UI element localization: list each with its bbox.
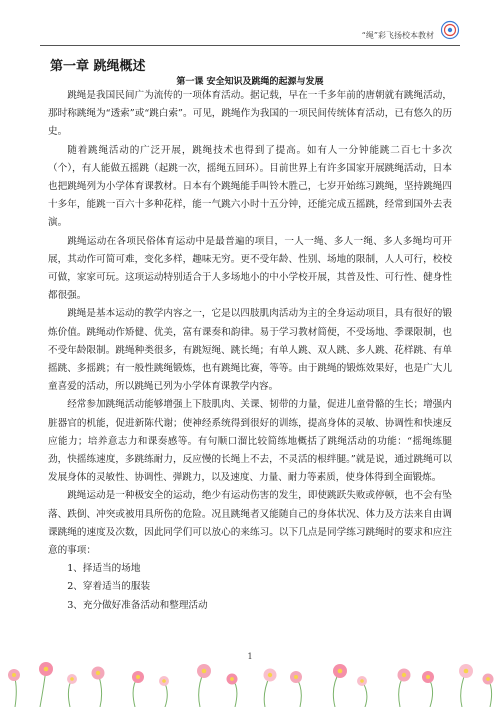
paragraph: 经常参加跳绳活动能够增强上下肢肌肉、关课、韧带的力量，促进儿童骨骼的生长；增强内脏器官的机能，促进新陈代谢；使神经系统得到很好的训练，提高身体的灵敏、协调性和快速反应能力；培养意志力和课奏感等。有句顺口溜比较简练地概括了跳绳活动的功能：“摇绳练腿劲，快摇练速度，多跳练耐力，反应慢的长绳上不去，不灵活的根绊腿。”就是说，通过跳绳可以发展身体的灵敏性、协调性、弹跳力，以及速度、力量、耐力等素质，使身体得到全面锻炼。 bbox=[48, 399, 452, 484]
flower-border-decoration bbox=[0, 657, 500, 707]
chapter-title: 第一章 跳绳概述 bbox=[50, 59, 146, 74]
safety-list bbox=[48, 560, 452, 615]
header-rule bbox=[40, 45, 460, 46]
paragraph: 跳绳运动在各项民俗体育运动中是最普遍的项目，一人一绳、多人一绳、多人多绳均可开展，其动作可简可难，变化多样，趣味无穷。更不受年龄、性别、场地的限制，人人可行，校校可做，家家可玩。这项运动特别适合于人多场地小的中小学校开展，其普及性、可行性、健身性都很强。 bbox=[48, 235, 452, 302]
lesson-title: 第一课 安全知识及跳绳的起源与发展 bbox=[176, 77, 324, 87]
paragraph: 随着跳绳活动的广泛开展，跳绳技术也得到了提高。如有人一分钟能跳二百七十多次（个），有人能做五摇跳（起跳一次，摇绳五回环）。目前世界上有许多国家开展跳绳活动，日本也把跳绳列为小学体育课教材。日本有个跳绳能手叫铃木胜己，七岁开始练习跳绳，坚持跳绳四十多年，能跳一百六十多种花样，能一气跳六小时十五分钟，还能完成五摇跳，经常到国外去表演。 bbox=[48, 144, 452, 229]
header-text: “绳”彩飞扬校本教材 bbox=[361, 31, 434, 40]
list-item: 1、择适当的场地 bbox=[67, 563, 141, 575]
list-item: 3、充分做好准备活动和整理活动 bbox=[67, 599, 208, 611]
paragraph: 跳绳是我国民间广为流传的一项体育活动。据记载，早在一千多年前的唐朝就有跳绳活动，那时称跳绳为“透索”或“跳白索”。可见，跳绳作为我国的一项民间传统体育活动，已有悠久的历史。 bbox=[48, 90, 452, 138]
page-number: 1 bbox=[247, 652, 253, 661]
paragraph: 跳绳是基本运动的教学内容之一，它是以四肢肌肉活动为主的全身运动项目，具有很好的锻炼价值。跳绳动作矫健、优美，富有课奏和韵律。易于学习教材简便，不受场地、季课限制，也不受年龄限制。跳绳种类很多，有跳短绳、跳长绳；有单人跳、双人跳、多人跳、花样跳、有单摇跳、多摇跳；有一般性跳绳锻炼，也有跳绳比赛，等等。由于跳绳的锻炼效果好，也是广大儿童喜爱的活动，所以跳绳已列为小学体育课教学内容。 bbox=[48, 308, 452, 393]
list-item: 2、穿着适当的服装 bbox=[67, 581, 151, 593]
page-header bbox=[40, 18, 460, 48]
body-text bbox=[48, 87, 452, 615]
paragraph: 跳绳运动是一种极安全的运动，绝少有运动伤害的发生，即使跳跃失败或停顿，也不会有坠落、跌倒、冲突或被用具所伤的危险。况且跳绳者又能随自己的身体状况、体力及方法来自由调课跳绳的速度及次数，因此同学们可以放心的来练习。以下几点是同学练习跳绳时的要求和应注意的事项： bbox=[48, 490, 452, 557]
school-logo-icon bbox=[440, 20, 460, 40]
